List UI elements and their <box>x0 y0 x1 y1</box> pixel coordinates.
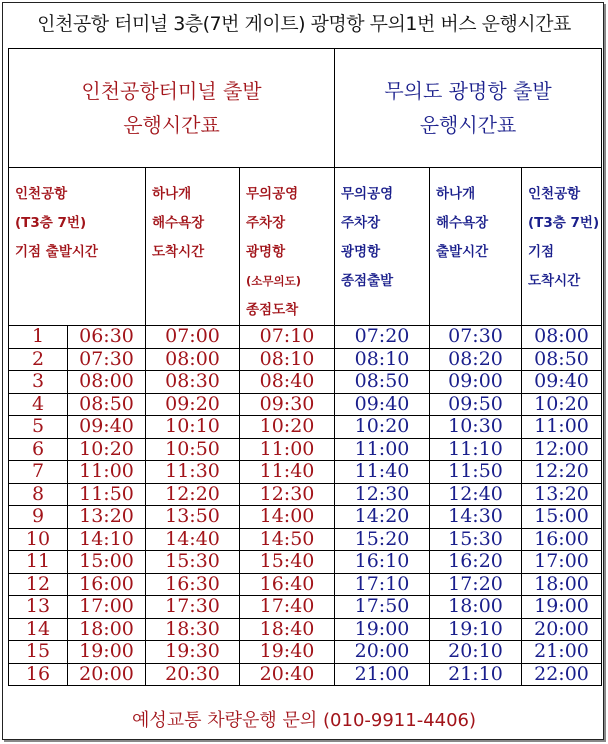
terminus-departure-time: 12:30 <box>335 483 430 506</box>
airport-departure-time: 07:30 <box>68 348 146 371</box>
header-line: 인천공항 <box>528 186 581 202</box>
header-line: 광명항 <box>341 244 381 260</box>
airport-departure-time: 11:00 <box>68 461 146 484</box>
airport-departure-time: 19:00 <box>68 641 146 664</box>
airport-arrival-time: 11:00 <box>522 416 602 439</box>
table-row <box>9 416 602 439</box>
terminus-arrival-time: 08:10 <box>240 348 335 371</box>
timetable-rows <box>9 326 602 686</box>
airport-arrival-time: 16:00 <box>522 528 602 551</box>
table-row <box>9 573 602 596</box>
terminus-arrival-time: 09:30 <box>240 393 335 416</box>
header-line: 인천공항 <box>15 186 68 202</box>
hanagae-arrival-time: 09:20 <box>146 393 240 416</box>
header-line: (소무의도) <box>246 274 301 288</box>
terminus-arrival-time: 14:00 <box>240 506 335 529</box>
hanagae-arrival-time: 10:10 <box>146 416 240 439</box>
terminus-departure-time: 20:00 <box>335 641 430 664</box>
header-line: 하나개 <box>436 186 476 202</box>
table-row <box>9 461 602 484</box>
airport-arrival-time: 19:00 <box>522 596 602 619</box>
table-row <box>9 618 602 641</box>
header-line: (T3층 7번) <box>528 215 600 231</box>
header-line: (T3층 7번) <box>15 215 87 231</box>
airport-arrival-time: 13:20 <box>522 483 602 506</box>
hanagae-departure-time: 09:50 <box>430 393 522 416</box>
inbound-subtitle: 운행시간표 <box>419 113 517 137</box>
airport-arrival-time: 09:40 <box>522 371 602 394</box>
airport-departure-time: 06:30 <box>68 326 146 349</box>
trip-number: 16 <box>9 663 68 686</box>
terminus-arrival-time: 10:20 <box>240 416 335 439</box>
outbound-title: 인천공항터미널 출발 <box>81 79 262 103</box>
col-header-airport-arrival <box>522 168 602 326</box>
trip-number: 3 <box>9 371 68 394</box>
hanagae-arrival-time: 19:30 <box>146 641 240 664</box>
airport-departure-time: 10:20 <box>68 438 146 461</box>
header-line: 기점 출발시간 <box>15 244 98 260</box>
table-row <box>9 371 602 394</box>
header-line: 출발시간 <box>436 244 489 260</box>
hanagae-arrival-time: 17:30 <box>146 596 240 619</box>
terminus-arrival-time: 08:40 <box>240 371 335 394</box>
hanagae-arrival-time: 07:00 <box>146 326 240 349</box>
hanagae-departure-time: 16:20 <box>430 551 522 574</box>
trip-number: 10 <box>9 528 68 551</box>
hanagae-departure-time: 17:20 <box>430 573 522 596</box>
header-line: 종점출발 <box>341 273 394 289</box>
header-line: 무의공영 <box>246 186 299 202</box>
hanagae-departure-time: 11:10 <box>430 438 522 461</box>
hanagae-departure-time: 12:40 <box>430 483 522 506</box>
terminus-departure-time: 09:40 <box>335 393 430 416</box>
table-row <box>9 596 602 619</box>
table-row <box>9 506 602 529</box>
hanagae-departure-time: 19:10 <box>430 618 522 641</box>
table-row <box>9 348 602 371</box>
terminus-departure-time: 15:20 <box>335 528 430 551</box>
hanagae-arrival-time: 16:30 <box>146 573 240 596</box>
terminus-departure-time: 08:10 <box>335 348 430 371</box>
terminus-arrival-time: 11:00 <box>240 438 335 461</box>
terminus-departure-time: 11:40 <box>335 461 430 484</box>
table-row <box>9 438 602 461</box>
terminus-arrival-time: 07:10 <box>240 326 335 349</box>
trip-number: 9 <box>9 506 68 529</box>
header-line: 해수욕장 <box>152 215 205 231</box>
airport-arrival-time: 10:20 <box>522 393 602 416</box>
trip-number: 5 <box>9 416 68 439</box>
hanagae-departure-time: 11:50 <box>430 461 522 484</box>
airport-departure-time: 20:00 <box>68 663 146 686</box>
table-row <box>9 663 602 686</box>
hanagae-departure-time: 08:20 <box>430 348 522 371</box>
hanagae-arrival-time: 18:30 <box>146 618 240 641</box>
table-row <box>9 641 602 664</box>
terminus-departure-time: 11:00 <box>335 438 430 461</box>
terminus-arrival-time: 12:30 <box>240 483 335 506</box>
trip-number: 13 <box>9 596 68 619</box>
airport-arrival-time: 08:00 <box>522 326 602 349</box>
header-line: 주차장 <box>341 215 381 231</box>
terminus-departure-time: 10:20 <box>335 416 430 439</box>
terminus-departure-time: 16:10 <box>335 551 430 574</box>
trip-number: 2 <box>9 348 68 371</box>
trip-number: 12 <box>9 573 68 596</box>
airport-arrival-time: 12:20 <box>522 461 602 484</box>
airport-arrival-time: 21:00 <box>522 641 602 664</box>
trip-number: 7 <box>9 461 68 484</box>
table-row <box>9 393 602 416</box>
hanagae-departure-time: 15:30 <box>430 528 522 551</box>
airport-arrival-time: 18:00 <box>522 573 602 596</box>
hanagae-departure-time: 20:10 <box>430 641 522 664</box>
terminus-arrival-time: 11:40 <box>240 461 335 484</box>
terminus-arrival-time: 14:50 <box>240 528 335 551</box>
airport-departure-time: 17:00 <box>68 596 146 619</box>
airport-departure-time: 08:00 <box>68 371 146 394</box>
trip-number: 4 <box>9 393 68 416</box>
airport-arrival-time: 15:00 <box>522 506 602 529</box>
airport-departure-time: 08:50 <box>68 393 146 416</box>
hanagae-departure-time: 10:30 <box>430 416 522 439</box>
col-header-terminus-departure <box>335 168 430 326</box>
header-line: 해수욕장 <box>436 215 489 231</box>
airport-arrival-time: 12:00 <box>522 438 602 461</box>
terminus-arrival-time: 15:40 <box>240 551 335 574</box>
header-line: 종점도착 <box>246 302 299 318</box>
hanagae-arrival-time: 12:20 <box>146 483 240 506</box>
inbound-section-header <box>335 49 602 168</box>
hanagae-arrival-time: 14:40 <box>146 528 240 551</box>
airport-arrival-time: 20:00 <box>522 618 602 641</box>
hanagae-departure-time: 14:30 <box>430 506 522 529</box>
header-line: 무의공영 <box>341 186 394 202</box>
airport-departure-time: 11:50 <box>68 483 146 506</box>
airport-departure-time: 18:00 <box>68 618 146 641</box>
header-line: 주차장 <box>246 215 286 231</box>
terminus-arrival-time: 20:40 <box>240 663 335 686</box>
contact-footer: 예성교통 차량운행 문의 (010-9911-4406) <box>131 710 477 731</box>
trip-number: 11 <box>9 551 68 574</box>
hanagae-departure-time: 21:10 <box>430 663 522 686</box>
hanagae-arrival-time: 20:30 <box>146 663 240 686</box>
trip-number: 15 <box>9 641 68 664</box>
airport-arrival-time: 17:00 <box>522 551 602 574</box>
airport-arrival-time: 22:00 <box>522 663 602 686</box>
table-row <box>9 528 602 551</box>
terminus-arrival-time: 19:40 <box>240 641 335 664</box>
header-line: 도착시간 <box>152 244 205 260</box>
header-line: 도착시간 <box>528 273 581 289</box>
terminus-departure-time: 08:50 <box>335 371 430 394</box>
trip-number: 8 <box>9 483 68 506</box>
col-header-airport-departure <box>9 168 146 326</box>
trip-number: 6 <box>9 438 68 461</box>
hanagae-arrival-time: 10:50 <box>146 438 240 461</box>
airport-departure-time: 13:20 <box>68 506 146 529</box>
hanagae-arrival-time: 13:50 <box>146 506 240 529</box>
table-row <box>9 483 602 506</box>
terminus-departure-time: 17:50 <box>335 596 430 619</box>
hanagae-departure-time: 07:30 <box>430 326 522 349</box>
hanagae-arrival-time: 11:30 <box>146 461 240 484</box>
terminus-arrival-time: 17:40 <box>240 596 335 619</box>
hanagae-arrival-time: 08:00 <box>146 348 240 371</box>
header-line: 기점 <box>528 244 555 260</box>
terminus-departure-time: 21:00 <box>335 663 430 686</box>
header-line: 하나개 <box>152 186 192 202</box>
header-line: 광명항 <box>246 244 286 260</box>
hanagae-departure-time: 18:00 <box>430 596 522 619</box>
airport-departure-time: 15:00 <box>68 551 146 574</box>
timetable <box>8 48 602 686</box>
airport-departure-time: 16:00 <box>68 573 146 596</box>
table-row <box>9 551 602 574</box>
terminus-arrival-time: 16:40 <box>240 573 335 596</box>
terminus-departure-time: 07:20 <box>335 326 430 349</box>
outbound-section-header <box>9 49 335 168</box>
airport-departure-time: 09:40 <box>68 416 146 439</box>
hanagae-arrival-time: 08:30 <box>146 371 240 394</box>
timetable-frame <box>2 2 604 740</box>
page-title: 인천공항 터미널 3층(7번 게이트) 광명항 무의1번 버스 운행시간표 <box>37 13 571 35</box>
table-row <box>9 326 602 349</box>
terminus-departure-time: 14:20 <box>335 506 430 529</box>
col-header-hanagae-departure <box>430 168 522 326</box>
outbound-subtitle: 운행시간표 <box>123 113 220 137</box>
terminus-departure-time: 17:10 <box>335 573 430 596</box>
hanagae-arrival-time: 15:30 <box>146 551 240 574</box>
terminus-departure-time: 19:00 <box>335 618 430 641</box>
col-header-hanagae-arrival <box>146 168 240 326</box>
trip-number: 14 <box>9 618 68 641</box>
airport-arrival-time: 08:50 <box>522 348 602 371</box>
terminus-arrival-time: 18:40 <box>240 618 335 641</box>
inbound-title: 무의도 광명항 출발 <box>384 79 552 103</box>
col-header-terminus-arrival <box>240 168 335 326</box>
hanagae-departure-time: 09:00 <box>430 371 522 394</box>
airport-departure-time: 14:10 <box>68 528 146 551</box>
trip-number: 1 <box>9 326 68 349</box>
